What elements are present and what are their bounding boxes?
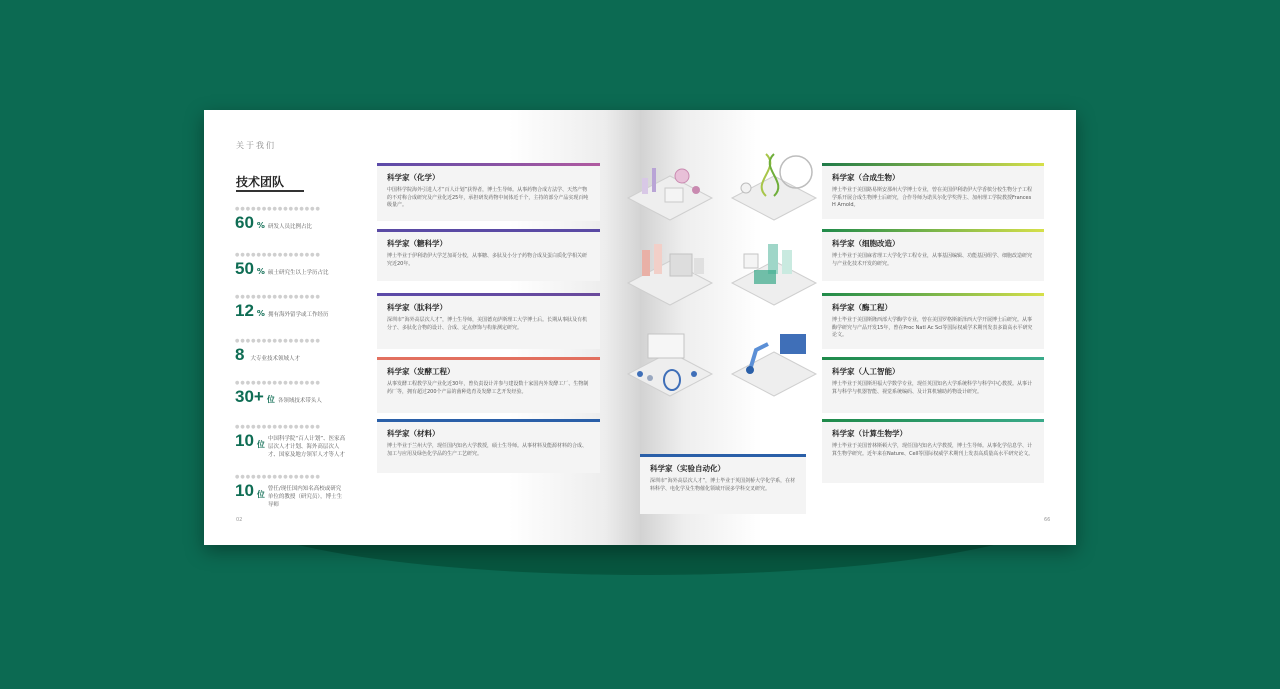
cell-lab-icon (732, 244, 816, 305)
card-text: 博士毕业于英国斯坦福大学数学专业，现任英国知名大学系统科学与科学中心教授。从事计算与科学与机器智能、视觉系统编码、及计算机辅助药物设计研究。 (832, 381, 1033, 395)
stat-value: 50 (235, 259, 254, 278)
stat-desc: 中国科学院“百人计划”、医家高层次人才计划、海外高层次人才、国家及地方领军人才等人才 (267, 436, 346, 458)
stat-unit: % (256, 267, 265, 276)
card-color-bar (377, 163, 600, 166)
card-color-bar (822, 229, 1044, 232)
stat-item (235, 380, 375, 407)
materials-lab-icon (628, 334, 712, 396)
card-color-bar (822, 163, 1044, 166)
stat-value: 8 (235, 345, 245, 364)
stat-unit: 位 (266, 395, 275, 404)
card-title: 科学家（酶工程） (832, 303, 892, 312)
scientist-card (822, 293, 1044, 349)
brochure-spread (204, 110, 1076, 545)
stat-desc: 拥有海外留学或工作经历 (267, 312, 329, 318)
factory-icon (628, 244, 712, 305)
scientist-card (377, 229, 600, 281)
stat-desc: 研发人员比例占比 (267, 224, 312, 230)
card-color-bar (377, 419, 600, 422)
page-number: 66 (1044, 517, 1051, 523)
stat-value: 60 (235, 213, 254, 232)
card-title: 科学家（合成生物） (832, 173, 900, 182)
card-color-bar (822, 357, 1044, 360)
stat-value: 10 (235, 431, 254, 450)
card-text: 博士毕业于美国斯隆西部大学酶学专业，曾在美国罗格斯新泽西大学开展博士后研究。从事酶学研究与产品开发15年，曾在Proc Natl Ac Sci等国际权威学术期刊发表多篇高水平研究论文。 (832, 317, 1033, 338)
people-icon-row: ●●●●●●●●●●●●●●●● (235, 380, 321, 386)
stat-item (235, 206, 375, 233)
card-text: 博士毕业于伊利诺伊大学芝加哥分校，从事糖、多肽及小分子药物合成及蛋白质化学相关研究近20年。 (387, 253, 588, 267)
card-text: 中国科学院海外引进人才“百人计划”获得者，博士生导师。从事药物合成方法学、天然产物的不对称合成研究及产业化近25年，承担研发药物中间体近千个，主持的部分产品实现百吨级量产。 (387, 187, 589, 208)
page-title: 技术团队 (236, 175, 285, 189)
right-page (640, 110, 1076, 545)
scientist-card (377, 293, 600, 349)
scientist-card (377, 357, 600, 413)
stat-value: 10 (235, 481, 254, 500)
left-page (204, 110, 640, 545)
stat-desc: 大专业技术领域人才 (250, 356, 300, 362)
card-text: 博士毕业于美国麻省理工大学化学工程专业，从事基因编辑、功能基因组学、细胞改造研究与产业化技术开发的研究。 (832, 253, 1033, 267)
scientist-card (822, 419, 1044, 483)
section-label: 关于我们 (236, 141, 276, 150)
card-title: 科学家（化学） (387, 173, 440, 182)
stat-value: 12 (235, 301, 254, 320)
scientist-card (822, 357, 1044, 413)
card-color-bar (640, 454, 806, 457)
card-text: 从事发酵工程教学及产业化近30年，曾负责设计并参与建设数十家国内外发酵工厂、生物制药厂等，拥有超过200个产品的菌种选育及发酵工艺开发经验。 (387, 381, 589, 395)
dna-molecule-icon (732, 154, 816, 220)
stat-unit: 位 (256, 440, 265, 449)
card-title: 科学家（计算生物学） (832, 429, 907, 438)
card-title: 科学家（细胞改造） (832, 239, 900, 248)
people-icon-row: ●●●●●●●●●●●●●●●● (235, 206, 321, 212)
people-icon-row: ●●●●●●●●●●●●●●●● (235, 294, 321, 300)
stat-item (235, 338, 375, 365)
people-icon-row: ●●●●●●●●●●●●●●●● (235, 338, 321, 344)
page-number: 02 (236, 517, 243, 523)
stat-value: 30+ (235, 387, 264, 406)
robot-arm-icon (732, 334, 816, 396)
card-color-bar (822, 419, 1044, 422)
card-title: 科学家（发酵工程） (387, 367, 455, 376)
stat-item (235, 294, 375, 321)
scientist-card (640, 454, 806, 514)
stat-desc: 各领域技术带头人 (277, 398, 322, 404)
people-icon-row: ●●●●●●●●●●●●●●●● (235, 474, 321, 480)
stat-desc: 曾任/现任国内知名高校或研究单位的教授（研究员），博士生导师 (267, 486, 343, 508)
card-title: 科学家（实验自动化） (650, 464, 725, 473)
people-icon-row: ●●●●●●●●●●●●●●●● (235, 252, 321, 258)
card-text: 博士毕业于美国路易斯安那州大学博士专业，曾在美国伊利诺伊大学香槟分校生物分子工程学系开展合成生物博士后研究，合作导师为诺贝尔化学奖得主、加州理工学院教授Frances H Arnold。 (832, 187, 1033, 208)
card-title: 科学家（材料） (387, 429, 440, 438)
title-underline (236, 190, 304, 192)
card-color-bar (822, 293, 1044, 296)
people-icon-row: ●●●●●●●●●●●●●●●● (235, 424, 321, 430)
card-title: 科学家（糖科学） (387, 239, 447, 248)
stat-unit: % (256, 309, 265, 318)
stat-item (235, 252, 375, 279)
stat-desc: 硕士研究生以上学历占比 (267, 270, 329, 276)
scientist-card (822, 229, 1044, 281)
scientist-card (377, 419, 600, 473)
stat-unit: 位 (256, 490, 265, 499)
card-color-bar (377, 293, 600, 296)
stat-item (235, 424, 375, 459)
chemistry-lab-icon (628, 168, 712, 220)
stat-unit: % (256, 221, 265, 230)
card-color-bar (377, 357, 600, 360)
card-text: 博士毕业于美国普林斯顿大学，现任国内知名大学教授，博士生导师。从事化学信息学、计算生物学研究。近年来在Nature、Cell等国际权威学术期刊上发表高质量高水平研究论文。 (832, 443, 1034, 457)
card-text: 博士毕业于兰州大学，现任国内知名大学教授，硕士生导师。从事材料及能源材料的合成、加工与应用及绿色化学品的生产工艺研究。 (387, 443, 588, 457)
card-title: 科学家（人工智能） (832, 367, 900, 376)
card-title: 科学家（肽科学） (387, 303, 447, 312)
card-text: 深圳市“海外高层次人才”，博士毕业于英国剑桥大学化学系，在材料科学、电化学及生物催化领域开展多学科交叉研究。 (650, 478, 796, 492)
card-text: 深圳市“海外高层次人才”，博士生导师，美国德克萨斯理工大学博士后。长期从事肽及有机分子、多肽化合物的设计、合成、定点修饰与构象测定研究。 (387, 317, 588, 331)
scientist-card (822, 163, 1044, 219)
card-color-bar (377, 229, 600, 232)
stat-item (235, 474, 375, 509)
scientist-card (377, 163, 600, 221)
